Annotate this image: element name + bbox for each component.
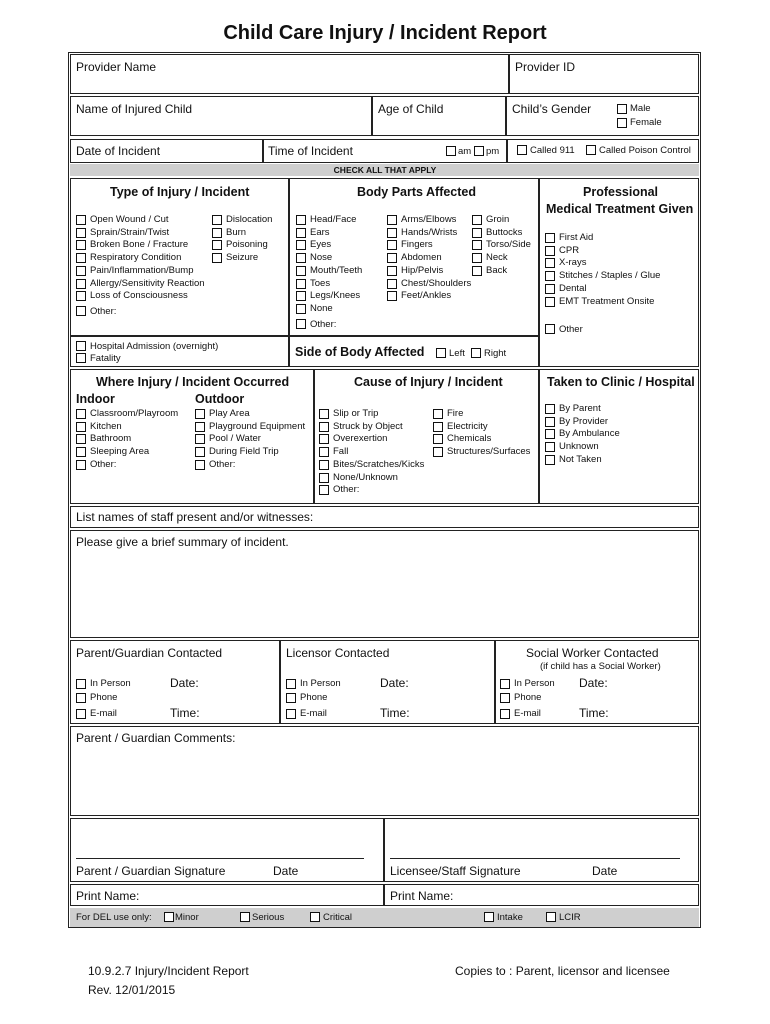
type-option-checkbox[interactable] bbox=[212, 253, 222, 263]
indoor-location-checkbox[interactable] bbox=[76, 422, 86, 432]
type-option-label: Sprain/Strain/Twist bbox=[90, 226, 170, 238]
pm-checkbox[interactable] bbox=[474, 146, 484, 156]
cause-checkbox[interactable] bbox=[319, 409, 329, 419]
body-part-checkbox[interactable] bbox=[387, 253, 397, 263]
minor-label: Minor bbox=[175, 912, 199, 923]
body-part-label: Arms/Elbows bbox=[401, 214, 457, 225]
clinic-option-checkbox[interactable] bbox=[545, 404, 555, 414]
parent-email-checkbox[interactable] bbox=[76, 709, 86, 719]
type-option-checkbox[interactable] bbox=[76, 253, 86, 263]
licensor-phone-label: Phone bbox=[300, 692, 328, 703]
type-option-checkbox[interactable] bbox=[212, 228, 222, 238]
copies-note: Copies to : Parent, licensor and licensee bbox=[455, 964, 670, 978]
indoor-location-label: Sleeping Area bbox=[90, 446, 150, 458]
treatment-checkbox[interactable] bbox=[545, 233, 555, 243]
body-part-label: Torso/Side bbox=[486, 239, 531, 251]
cause-checkbox[interactable] bbox=[319, 434, 329, 444]
body-part-label: Toes bbox=[310, 277, 331, 289]
cause-label: Structures/Surfaces bbox=[447, 446, 531, 458]
pm-label: pm bbox=[486, 146, 500, 157]
clinic-heading: Taken to Clinic / Hospital bbox=[547, 375, 695, 389]
called-911-checkbox[interactable] bbox=[517, 145, 527, 155]
type-option-label: Poisoning bbox=[226, 239, 268, 251]
body-part-checkbox[interactable] bbox=[387, 228, 397, 238]
body-part-checkbox[interactable] bbox=[387, 240, 397, 250]
lcir-checkbox[interactable] bbox=[546, 912, 556, 922]
type-option-checkbox[interactable] bbox=[76, 291, 86, 301]
parent-contact-heading: Parent/Guardian Contacted bbox=[76, 646, 223, 660]
cause-label: Fire bbox=[447, 408, 464, 419]
serious-label: Serious bbox=[252, 912, 285, 923]
parent-email-label: E-mail bbox=[90, 708, 117, 719]
called-poison-checkbox[interactable] bbox=[586, 145, 596, 155]
critical-checkbox[interactable] bbox=[310, 912, 320, 922]
type-option-label: Burn bbox=[226, 226, 247, 238]
cause-checkbox[interactable] bbox=[433, 434, 443, 444]
type-option-label: Broken Bone / Fracture bbox=[90, 239, 189, 251]
treatment-label: EMT Treatment Onsite bbox=[559, 295, 655, 307]
check-all-label: CHECK ALL THAT APPLY bbox=[333, 165, 437, 175]
body-part-checkbox[interactable] bbox=[387, 215, 397, 225]
social-in-person-label: In Person bbox=[514, 678, 555, 689]
licensee-date-label: Date bbox=[592, 864, 618, 878]
cause-label: Fall bbox=[333, 446, 349, 458]
cause-checkbox[interactable] bbox=[319, 473, 329, 483]
body-part-checkbox[interactable] bbox=[296, 228, 306, 238]
body-part-label: Eyes bbox=[310, 239, 332, 251]
clinic-option-checkbox[interactable] bbox=[545, 442, 555, 452]
cause-label: Electricity bbox=[447, 420, 488, 432]
provider-name-label: Provider Name bbox=[76, 60, 157, 74]
body-part-checkbox[interactable] bbox=[296, 253, 306, 263]
parent-signature-label: Parent / Guardian Signature bbox=[76, 864, 226, 878]
social-in-person-checkbox[interactable] bbox=[500, 679, 510, 689]
left-checkbox[interactable] bbox=[436, 348, 446, 358]
age-label: Age of Child bbox=[378, 102, 444, 116]
body-part-label: Legs/Knees bbox=[310, 290, 361, 302]
licensor-email-label: E-mail bbox=[300, 708, 327, 719]
parent-phone-label: Phone bbox=[90, 692, 118, 703]
cause-checkbox[interactable] bbox=[433, 447, 443, 457]
body-part-label: Chest/Shoulders bbox=[401, 277, 472, 289]
female-checkbox[interactable] bbox=[617, 118, 627, 128]
parent-in-person-checkbox[interactable] bbox=[76, 679, 86, 689]
indoor-location-label: Classroom/Playroom bbox=[90, 408, 179, 419]
outdoor-location-label: Other: bbox=[209, 458, 236, 470]
type-option-checkbox[interactable] bbox=[76, 279, 86, 289]
licensee-print-label: Print Name: bbox=[390, 889, 454, 903]
treatment-label: CPR bbox=[559, 244, 580, 256]
cause-checkbox[interactable] bbox=[319, 422, 329, 432]
licensor-in-person-checkbox[interactable] bbox=[286, 679, 296, 689]
body-part-checkbox[interactable] bbox=[296, 291, 306, 301]
outdoor-location-checkbox[interactable] bbox=[195, 434, 205, 444]
body-part-checkbox[interactable] bbox=[387, 279, 397, 289]
indoor-location-checkbox[interactable] bbox=[76, 447, 86, 457]
cause-checkbox[interactable] bbox=[433, 422, 443, 432]
prof-other-checkbox[interactable] bbox=[545, 324, 555, 334]
indoor-location-label: Bathroom bbox=[90, 433, 132, 445]
licensor-date-label: Date: bbox=[380, 676, 409, 690]
lcir-label: LCIR bbox=[559, 912, 581, 923]
type-option-checkbox[interactable] bbox=[76, 228, 86, 238]
cause-checkbox[interactable] bbox=[319, 485, 329, 495]
gender-label: Child’s Gender bbox=[512, 102, 592, 116]
del-label: For DEL use only: bbox=[76, 912, 152, 923]
type-other-checkbox[interactable] bbox=[76, 306, 86, 316]
cause-checkbox[interactable] bbox=[319, 460, 329, 470]
left-label: Left bbox=[449, 348, 465, 359]
body-other-checkbox[interactable] bbox=[296, 319, 306, 329]
type-option-label: Respiratory Condition bbox=[90, 252, 182, 264]
indoor-location-label: Other: bbox=[90, 458, 117, 470]
type-option-checkbox[interactable] bbox=[212, 240, 222, 250]
cause-label: Chemicals bbox=[447, 433, 492, 445]
body-part-checkbox[interactable] bbox=[296, 304, 306, 314]
clinic-option-label: By Provider bbox=[559, 415, 609, 427]
injured-child-label: Name of Injured Child bbox=[76, 102, 193, 116]
type-option-checkbox[interactable] bbox=[76, 240, 86, 250]
prof-heading-1: Professional bbox=[583, 185, 659, 199]
cause-heading: Cause of Injury / Incident bbox=[354, 375, 503, 389]
minor-checkbox[interactable] bbox=[164, 912, 174, 922]
social-phone-label: Phone bbox=[514, 692, 542, 703]
cause-label: Struck by Object bbox=[333, 420, 403, 432]
type-option-label: Pain/Inflammation/Bump bbox=[90, 264, 194, 276]
outdoor-location-label: Play Area bbox=[209, 408, 250, 419]
type-other-label: Other: bbox=[90, 306, 117, 317]
body-part-checkbox[interactable] bbox=[472, 228, 482, 238]
clinic-option-label: Unknown bbox=[559, 441, 599, 453]
revision: Rev. 12/01/2015 bbox=[88, 983, 176, 997]
intake-label: Intake bbox=[497, 912, 523, 923]
body-part-label: Nose bbox=[310, 252, 333, 264]
outdoor-heading: Outdoor bbox=[195, 392, 245, 406]
social-phone-checkbox[interactable] bbox=[500, 693, 510, 703]
clinic-option-checkbox[interactable] bbox=[545, 455, 555, 465]
provider-id-label: Provider ID bbox=[515, 60, 576, 74]
body-parts-heading: Body Parts Affected bbox=[357, 185, 477, 199]
hospital-admission-checkbox[interactable] bbox=[76, 341, 86, 351]
body-part-checkbox[interactable] bbox=[296, 266, 306, 276]
clinic-option-label: By Ambulance bbox=[559, 428, 620, 440]
clinic-option-label: By Parent bbox=[559, 403, 601, 414]
male-checkbox[interactable] bbox=[617, 104, 627, 114]
form-id: 10.9.2.7 Injury/Incident Report bbox=[88, 964, 249, 978]
called-poison-label: Called Poison Control bbox=[599, 145, 691, 156]
type-option-label: Open Wound / Cut bbox=[90, 214, 169, 225]
cause-label: None/Unknown bbox=[333, 471, 398, 483]
parent-date-label: Date bbox=[273, 864, 299, 878]
outdoor-location-checkbox[interactable] bbox=[195, 447, 205, 457]
prof-heading-2: Medical Treatment Given bbox=[546, 202, 694, 216]
right-label: Right bbox=[484, 348, 507, 359]
intake-checkbox[interactable] bbox=[484, 912, 494, 922]
cause-checkbox[interactable] bbox=[433, 409, 443, 419]
type-option-label: Seizure bbox=[226, 252, 259, 264]
licensee-signature-line bbox=[390, 858, 680, 859]
treatment-label: Stitches / Staples / Glue bbox=[559, 270, 661, 282]
parent-time-label: Time: bbox=[170, 706, 200, 720]
body-other-label: Other: bbox=[310, 319, 337, 330]
cause-label: Slip or Trip bbox=[333, 408, 379, 419]
outdoor-location-checkbox[interactable] bbox=[195, 422, 205, 432]
indoor-heading: Indoor bbox=[76, 392, 115, 406]
type-option-checkbox[interactable] bbox=[76, 215, 86, 225]
prof-other-label: Other bbox=[559, 324, 583, 335]
outdoor-location-label: Pool / Water bbox=[209, 433, 261, 445]
body-part-checkbox[interactable] bbox=[472, 253, 482, 263]
type-option-label: Loss of Consciousness bbox=[90, 290, 188, 302]
body-part-label: Abdomen bbox=[401, 252, 442, 264]
social-contact-heading: Social Worker Contacted bbox=[526, 646, 659, 660]
clinic-option-label: Not Taken bbox=[559, 453, 602, 465]
treatment-checkbox[interactable] bbox=[545, 258, 555, 268]
parent-signature-line bbox=[76, 858, 364, 859]
serious-checkbox[interactable] bbox=[240, 912, 250, 922]
licensee-signature-label: Licensee/Staff Signature bbox=[390, 864, 521, 878]
body-part-label: Back bbox=[486, 264, 508, 276]
parent-print-label: Print Name: bbox=[76, 889, 140, 903]
body-part-checkbox[interactable] bbox=[296, 215, 306, 225]
fatality-label: Fatality bbox=[90, 353, 121, 364]
body-part-label: Head/Face bbox=[310, 214, 357, 225]
comments-label: Parent / Guardian Comments: bbox=[76, 731, 236, 745]
female-label: Female bbox=[630, 117, 662, 128]
type-option-label: Allergy/Sensitivity Reaction bbox=[90, 277, 205, 289]
date-of-incident-label: Date of Incident bbox=[76, 144, 161, 158]
parent-date-label: Date: bbox=[170, 676, 199, 690]
critical-label: Critical bbox=[323, 912, 353, 923]
indoor-location-checkbox[interactable] bbox=[76, 460, 86, 470]
cause-label: Overexertion bbox=[333, 433, 388, 445]
outdoor-location-checkbox[interactable] bbox=[195, 409, 205, 419]
parent-in-person-label: In Person bbox=[90, 678, 131, 689]
body-part-label: Neck bbox=[486, 252, 508, 264]
time-of-incident-label: Time of Incident bbox=[268, 144, 353, 158]
treatment-label: X-rays bbox=[559, 257, 587, 269]
outdoor-location-label: Playground Equipment bbox=[209, 420, 306, 432]
body-part-checkbox[interactable] bbox=[472, 240, 482, 250]
social-note: (if child has a Social Worker) bbox=[540, 661, 661, 672]
treatment-checkbox[interactable] bbox=[545, 271, 555, 281]
body-part-label: Hands/Wrists bbox=[401, 226, 458, 238]
body-part-label: Fingers bbox=[401, 239, 433, 251]
male-label: Male bbox=[630, 103, 651, 114]
social-email-label: E-mail bbox=[514, 708, 541, 719]
body-part-checkbox[interactable] bbox=[472, 266, 482, 276]
licensor-contact-heading: Licensor Contacted bbox=[286, 646, 390, 660]
right-checkbox[interactable] bbox=[471, 348, 481, 358]
where-heading: Where Injury / Incident Occurred bbox=[96, 375, 290, 389]
body-part-checkbox[interactable] bbox=[296, 240, 306, 250]
licensor-email-checkbox[interactable] bbox=[286, 709, 296, 719]
indoor-location-label: Kitchen bbox=[90, 420, 122, 432]
page-title: Child Care Injury / Incident Report bbox=[223, 22, 547, 44]
side-body-heading: Side of Body Affected bbox=[295, 345, 425, 359]
cause-label: Other: bbox=[333, 484, 360, 496]
clinic-option-checkbox[interactable] bbox=[545, 429, 555, 439]
outdoor-location-label: During Field Trip bbox=[209, 446, 279, 458]
cause-label: Bites/Scratches/Kicks bbox=[333, 458, 425, 470]
body-part-label: Ears bbox=[310, 226, 330, 238]
body-part-checkbox[interactable] bbox=[387, 291, 397, 301]
fatality-checkbox[interactable] bbox=[76, 353, 86, 363]
body-part-label: None bbox=[310, 302, 333, 314]
body-part-label: Mouth/Teeth bbox=[310, 264, 363, 276]
cause-checkbox[interactable] bbox=[319, 447, 329, 457]
indoor-location-checkbox[interactable] bbox=[76, 409, 86, 419]
treatment-checkbox[interactable] bbox=[545, 246, 555, 256]
called-911-label: Called 911 bbox=[530, 145, 575, 156]
licensor-in-person-label: In Person bbox=[300, 678, 341, 689]
body-part-label: Hip/Pelvis bbox=[401, 264, 444, 276]
treatment-label: Dental bbox=[559, 282, 587, 294]
parent-phone-checkbox[interactable] bbox=[76, 693, 86, 703]
body-part-label: Groin bbox=[486, 214, 510, 225]
treatment-label: First Aid bbox=[559, 232, 594, 243]
type-option-checkbox[interactable] bbox=[212, 215, 222, 225]
social-time-label: Time: bbox=[579, 706, 609, 720]
type-injury-heading: Type of Injury / Incident bbox=[110, 185, 250, 199]
body-part-checkbox[interactable] bbox=[472, 215, 482, 225]
am-label: am bbox=[458, 146, 472, 157]
summary-label: Please give a brief summary of incident. bbox=[76, 535, 289, 549]
hospital-admission-label: Hospital Admission (overnight) bbox=[90, 341, 219, 352]
treatment-checkbox[interactable] bbox=[545, 297, 555, 307]
social-email-checkbox[interactable] bbox=[500, 709, 510, 719]
type-option-label: Dislocation bbox=[226, 214, 273, 225]
clinic-option-checkbox[interactable] bbox=[545, 417, 555, 427]
licensor-phone-checkbox[interactable] bbox=[286, 693, 296, 703]
type-option-checkbox[interactable] bbox=[76, 266, 86, 276]
body-part-label: Feet/Ankles bbox=[401, 290, 452, 302]
body-part-checkbox[interactable] bbox=[296, 279, 306, 289]
licensor-time-label: Time: bbox=[380, 706, 410, 720]
staff-label: List names of staff present and/or witnesses: bbox=[76, 510, 314, 524]
outdoor-location-checkbox[interactable] bbox=[195, 460, 205, 470]
indoor-location-checkbox[interactable] bbox=[76, 434, 86, 444]
am-checkbox[interactable] bbox=[446, 146, 456, 156]
body-part-label: Buttocks bbox=[486, 226, 523, 238]
treatment-checkbox[interactable] bbox=[545, 284, 555, 294]
social-date-label: Date: bbox=[579, 676, 608, 690]
body-part-checkbox[interactable] bbox=[387, 266, 397, 276]
